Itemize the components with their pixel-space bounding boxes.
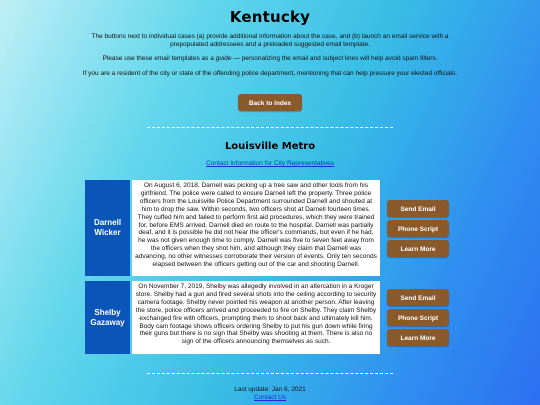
- city-representatives-link[interactable]: Contact Information for City Representatives: [206, 160, 334, 167]
- section-divider-top: [147, 127, 393, 128]
- case-name-card-shelby-gazaway: [85, 281, 130, 354]
- case-name-card-darnell-wicker: [85, 180, 130, 276]
- contact-link-wrapper: [0, 160, 540, 167]
- case-story-darnell-wicker: On August 6, 2018, Darnell was picking up a tree saw and other tools from his girlfriend. The police were called to ensure Darnell left the property. Three police officers from the Louisville Police Department surrounded Darnell and shouted at him to drop the saw. Within seconds, two officers shot at Darnell fourteen times. They cuffed him and failed to perform first aid procedures, which they were trained for, before EMS arrived. Darnell died en route to the hospital. Darnell was partially deaf, and it is possible he did not hear the officer's commands, but even if he had, he was not given enough time to comply. Darnell was five to seven feet away from the officers when they shot him, and although they claim that Darnell was advancing, no other witnesses corroborate their version of events. Only ten seconds elapsed between the officers getting out of the car and shooting Darnell.: [132, 180, 380, 276]
- footer: [0, 386, 540, 402]
- send-email-button[interactable]: Send Email: [387, 200, 449, 217]
- case-name: Darnell Wicker: [93, 218, 122, 237]
- phone-script-button[interactable]: Phone Script: [387, 220, 449, 237]
- back-to-index-button[interactable]: Back to Index: [238, 94, 302, 111]
- case-story-shelby-gazaway: On November 7, 2019, Shelby was allegedly involved in an altercation in a Kroger store. Shelby had a gun and fired several shots into the ceiling according to security camera footage. Shelby never pointed his weapon at another person. After leaving the store, police officers arrived and proceeded to fire on Shelby. They claim Shelby exchanged fire with officers, prompting them to shoot back and ultimately kill him. Body cam footage shows officers ordering Shelby to put his gun down while firing their guns but there is no sign that Shelby was shooting at them. There is also no sign of the officers announcing themselves as such.: [132, 281, 380, 354]
- emphasis-guide: guide: [215, 55, 232, 62]
- send-email-button[interactable]: Send Email: [387, 289, 449, 306]
- contact-us-link[interactable]: Contact Us: [253, 394, 287, 401]
- section-title: Louisville Metro: [224, 141, 316, 152]
- intro-paragraph-templates: [80, 55, 460, 63]
- intro-paragraph-residents: If you are a resident of the city or state of the offending police department, mentioning that can help pressure your elected officials.: [82, 70, 458, 77]
- section-divider-bottom: [147, 373, 393, 374]
- case-name: Shelby Gazaway: [90, 307, 125, 327]
- phone-script-button[interactable]: Phone Script: [387, 309, 449, 326]
- intro-paragraph-buttons: The buttons next to individual cases (a) provide additional information about the case, and (b) launch an email service with a prepopulated addressees and a preloaded suggested email template.: [91, 33, 449, 48]
- last-update-text: Last update: Jan 6, 2021: [234, 386, 306, 393]
- intro-templates-text: Please use these email templates as a guide — personalizing the email and subject lines will help avoid spam filters.: [102, 55, 438, 62]
- learn-more-button[interactable]: Learn More: [387, 240, 449, 257]
- page-title: Kentucky: [229, 8, 311, 26]
- learn-more-button[interactable]: Learn More: [387, 329, 449, 346]
